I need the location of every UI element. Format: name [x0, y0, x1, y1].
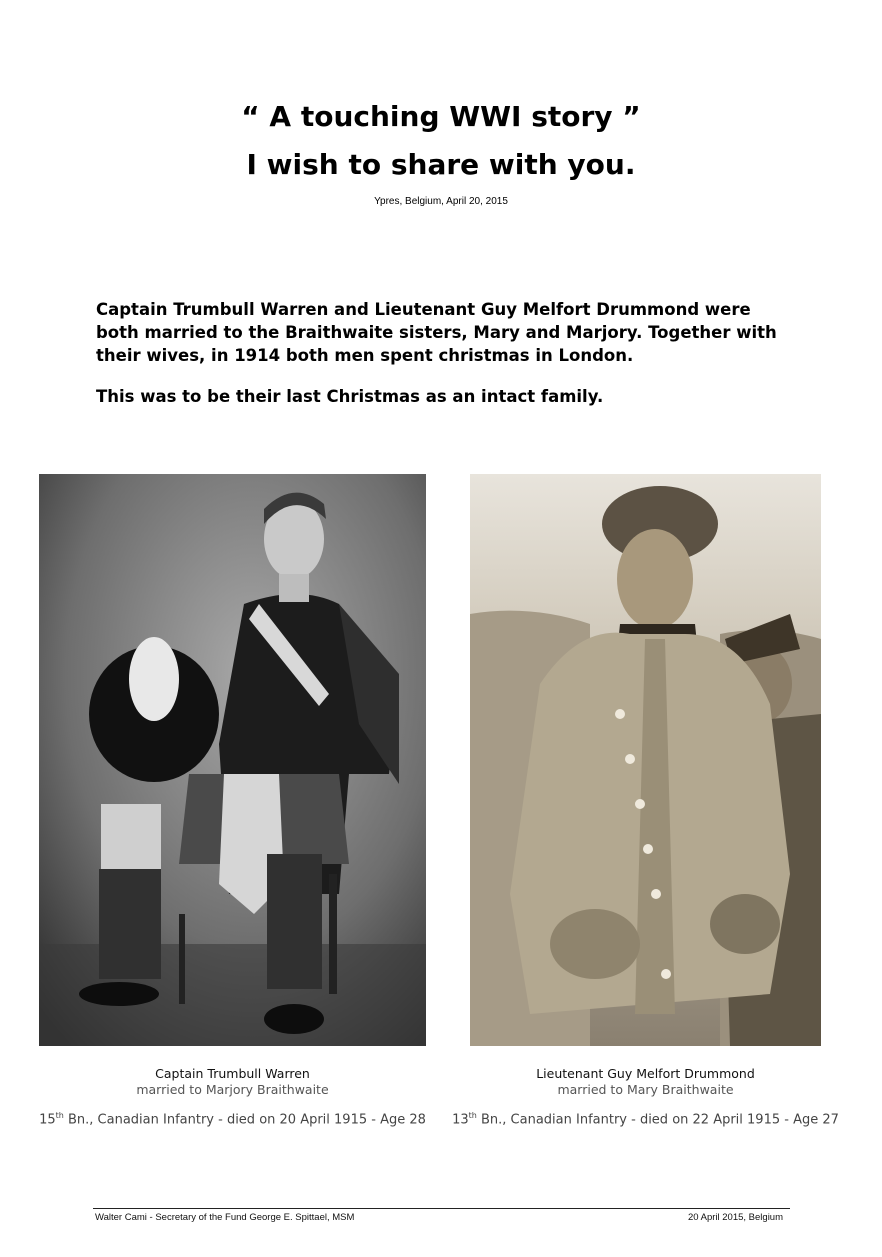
- intro-text-1: Captain Trumbull Warren and Lieutenant Guy Melfort Drummond were both married to the Braithwaite sisters, Mary and Marjory. Together with their wives, in 1914 both men spent christmas in London.: [96, 300, 777, 365]
- caption-drummond: [455, 1066, 836, 1098]
- photo-guy-melfort-drummond: [470, 474, 821, 1046]
- service-ordinal-suffix: th: [55, 1111, 64, 1120]
- footer-author: Walter Cami - Secretary of the Fund George E. Spittael, MSM: [95, 1212, 355, 1223]
- service-text: Bn., Canadian Infantry - died on 22 April 1915 - Age 27: [476, 1112, 839, 1128]
- caption-married: married to Mary Braithwaite: [557, 1082, 734, 1097]
- service-ordinal-suffix: th: [468, 1111, 477, 1120]
- intro-paragraph-1: [96, 298, 796, 367]
- title-line-2: I wish to share with you.: [246, 148, 636, 181]
- caption-name: Captain Trumbull Warren: [155, 1066, 310, 1081]
- caption-name: Lieutenant Guy Melfort Drummond: [536, 1066, 755, 1081]
- dateline: Ypres, Belgium, April 20, 2015: [374, 196, 508, 207]
- intro-paragraph-2: [96, 385, 796, 408]
- intro-text-2: This was to be their last Christmas as an intact family.: [96, 387, 604, 406]
- service-text: Bn., Canadian Infantry - died on 20 April 1915 - Age 28: [63, 1112, 426, 1128]
- photo-trumbull-warren: [39, 474, 426, 1046]
- service-ordinal: 13: [452, 1112, 469, 1128]
- service-drummond: [440, 1111, 851, 1127]
- footer-divider: [93, 1208, 790, 1209]
- footer-date: 20 April 2015, Belgium: [687, 1212, 783, 1223]
- caption-warren: [39, 1066, 426, 1098]
- photo-drummond-image: [470, 474, 821, 1046]
- service-ordinal: 15: [39, 1112, 56, 1128]
- title-line-1: “ A touching WWI story ”: [241, 100, 641, 133]
- service-warren: [30, 1111, 435, 1127]
- photo-warren-image: [39, 474, 426, 1046]
- caption-married: married to Marjory Braithwaite: [136, 1082, 329, 1097]
